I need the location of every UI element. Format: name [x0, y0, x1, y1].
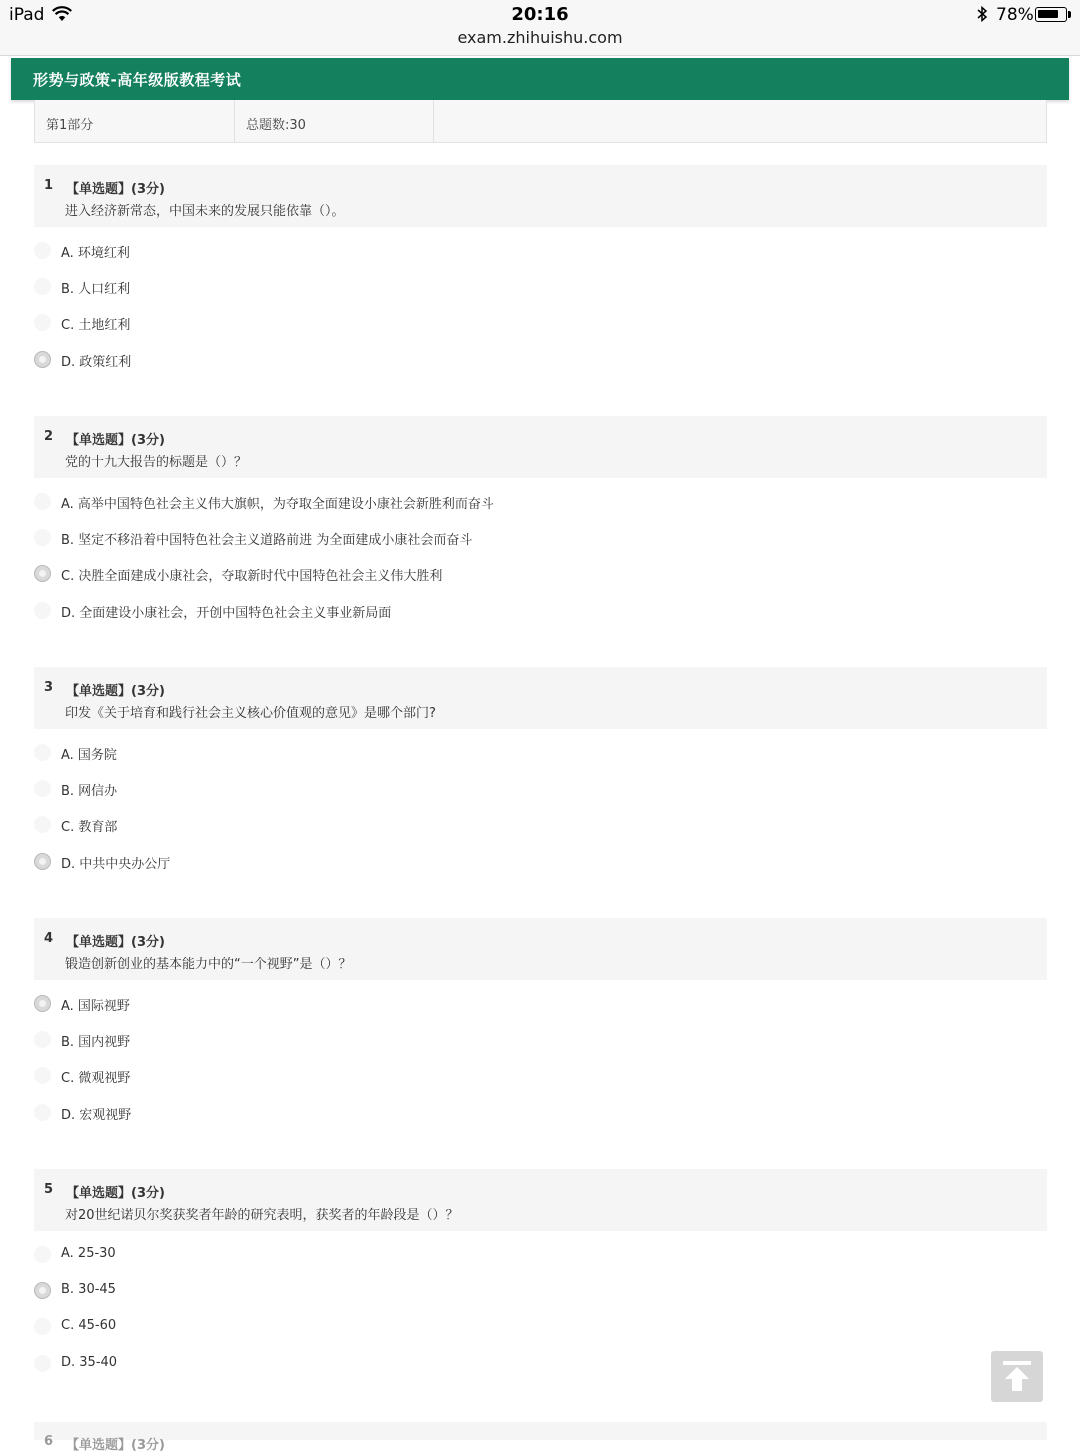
- question-number: 3: [44, 680, 54, 695]
- question-type: 【单选题】(3分): [66, 1186, 165, 1201]
- address-bar[interactable]: exam.zhihuishu.com: [457, 28, 623, 47]
- question-type: 【单选题】(3分): [66, 684, 165, 699]
- answer-option[interactable]: [34, 312, 934, 336]
- option-label: B. 国内视野: [61, 1035, 131, 1050]
- radio-button[interactable]: [34, 816, 51, 833]
- question-number: 5: [44, 1182, 54, 1197]
- question-card-partial: [34, 1422, 1047, 1453]
- question-number: 4: [44, 931, 54, 946]
- question-text: 对20世纪诺贝尔奖获奖者年龄的研究表明，获奖者的年龄段是（）？: [65, 1208, 459, 1223]
- answer-option[interactable]: [34, 527, 934, 551]
- question-header: [34, 165, 1047, 227]
- answer-option[interactable]: [34, 1065, 934, 1089]
- status-bar: [0, 0, 1080, 56]
- answer-option[interactable]: [34, 993, 934, 1017]
- answer-option[interactable]: [34, 778, 934, 802]
- question-card: [34, 918, 1047, 1123]
- answer-option[interactable]: [34, 1316, 934, 1340]
- option-label: D. 宏观视野: [61, 1108, 132, 1123]
- question-text: 党的十九大报告的标题是（）？: [65, 455, 248, 470]
- option-label: B. 30-45: [61, 1282, 116, 1297]
- part-label: 第1部分: [35, 100, 235, 142]
- option-label: A. 国际视野: [61, 999, 130, 1014]
- exam-title: 形势与政策-高年级版教程考试: [33, 71, 242, 89]
- question-text: 进入经济新常态，中国未来的发展只能依靠（）。: [65, 204, 345, 219]
- answer-option[interactable]: [34, 1102, 934, 1126]
- radio-button[interactable]: [34, 744, 51, 761]
- radio-button[interactable]: [34, 242, 51, 259]
- option-label: C. 土地红利: [61, 318, 131, 333]
- answer-option[interactable]: [34, 742, 934, 766]
- question-type: 【单选题】(3分): [66, 433, 165, 448]
- clock: 20:16: [511, 4, 569, 25]
- battery-level: [1038, 10, 1058, 18]
- radio-button[interactable]: [34, 529, 51, 546]
- radio-button[interactable]: [34, 1031, 51, 1048]
- radio-button[interactable]: [34, 314, 51, 331]
- question-header: [34, 918, 1047, 980]
- question-card: [34, 667, 1047, 872]
- question-type: 【单选题】(3分): [66, 935, 165, 950]
- question-card: [34, 1169, 1047, 1370]
- answer-option[interactable]: [34, 491, 934, 515]
- radio-button[interactable]: [34, 1318, 51, 1335]
- option-label: D. 政策红利: [61, 355, 132, 370]
- battery-tip: [1068, 11, 1071, 18]
- info-empty-cell: [434, 100, 1046, 142]
- option-label: C. 微观视野: [61, 1071, 131, 1086]
- total-questions: 总题数:30: [235, 100, 434, 142]
- option-label: A. 高举中国特色社会主义伟大旗帜，为夺取全面建设小康社会新胜利而奋斗: [61, 497, 494, 512]
- option-label: B. 人口红利: [61, 282, 131, 297]
- question-card: [34, 416, 1047, 621]
- arrow-up-icon: [1003, 1361, 1031, 1391]
- answer-option[interactable]: [34, 240, 934, 264]
- radio-button[interactable]: [34, 602, 51, 619]
- answer-option[interactable]: [34, 563, 934, 587]
- option-label: C. 教育部: [61, 820, 118, 835]
- radio-button[interactable]: [34, 1246, 51, 1263]
- radio-button[interactable]: [34, 278, 51, 295]
- option-label: C. 决胜全面建成小康社会，夺取新时代中国特色社会主义伟大胜利: [61, 569, 443, 584]
- device-name: iPad: [9, 5, 45, 25]
- question-number: 2: [44, 429, 54, 444]
- question-header: [34, 667, 1047, 729]
- exam-info-table: [34, 100, 1047, 143]
- radio-button[interactable]: [34, 351, 51, 368]
- radio-button[interactable]: [34, 995, 51, 1012]
- question-text: 锻造创新创业的基本能力中的“一个视野”是（）？: [65, 957, 352, 972]
- question-card: [34, 165, 1047, 370]
- question-type: 【单选题】(3分): [66, 1438, 165, 1453]
- radio-button[interactable]: [34, 1104, 51, 1121]
- option-label: A. 环境红利: [61, 246, 130, 261]
- answer-option[interactable]: [34, 349, 934, 373]
- option-label: D. 35-40: [61, 1355, 118, 1370]
- option-label: A. 25-30: [61, 1246, 116, 1261]
- question-number: 6: [44, 1434, 54, 1449]
- bluetooth-icon: [976, 5, 988, 27]
- back-to-top-button[interactable]: [991, 1351, 1043, 1402]
- question-type: 【单选题】(3分): [66, 182, 165, 197]
- option-label: C. 45-60: [61, 1318, 117, 1333]
- battery-percent: 78%: [996, 5, 1034, 25]
- option-label: D. 中共中央办公厅: [61, 857, 171, 872]
- option-label: D. 全面建设小康社会，开创中国特色社会主义事业新局面: [61, 606, 392, 621]
- question-header: [34, 416, 1047, 478]
- radio-button[interactable]: [34, 780, 51, 797]
- answer-option[interactable]: [34, 276, 934, 300]
- radio-button[interactable]: [34, 493, 51, 510]
- radio-button[interactable]: [34, 1355, 51, 1372]
- answer-option[interactable]: [34, 600, 934, 624]
- option-label: B. 网信办: [61, 784, 118, 799]
- radio-button[interactable]: [34, 853, 51, 870]
- option-label: A. 国务院: [61, 748, 117, 763]
- answer-option[interactable]: [34, 1244, 934, 1268]
- answer-option[interactable]: [34, 814, 934, 838]
- answer-option[interactable]: [34, 851, 934, 875]
- answer-option[interactable]: [34, 1280, 934, 1304]
- option-label: B. 坚定不移沿着中国特色社会主义道路前进 为全面建成小康社会而奋斗: [61, 533, 473, 548]
- answer-option[interactable]: [34, 1029, 934, 1053]
- exam-header: [11, 58, 1069, 100]
- answer-option[interactable]: [34, 1353, 934, 1377]
- question-text: 印发《关于培育和践行社会主义核心价值观的意见》是哪个部门?: [65, 706, 436, 721]
- radio-button[interactable]: [34, 565, 51, 582]
- radio-button[interactable]: [34, 1067, 51, 1084]
- question-header: [34, 1169, 1047, 1231]
- question-number: 1: [44, 178, 54, 193]
- battery-icon: [1035, 7, 1067, 22]
- radio-button[interactable]: [34, 1282, 51, 1299]
